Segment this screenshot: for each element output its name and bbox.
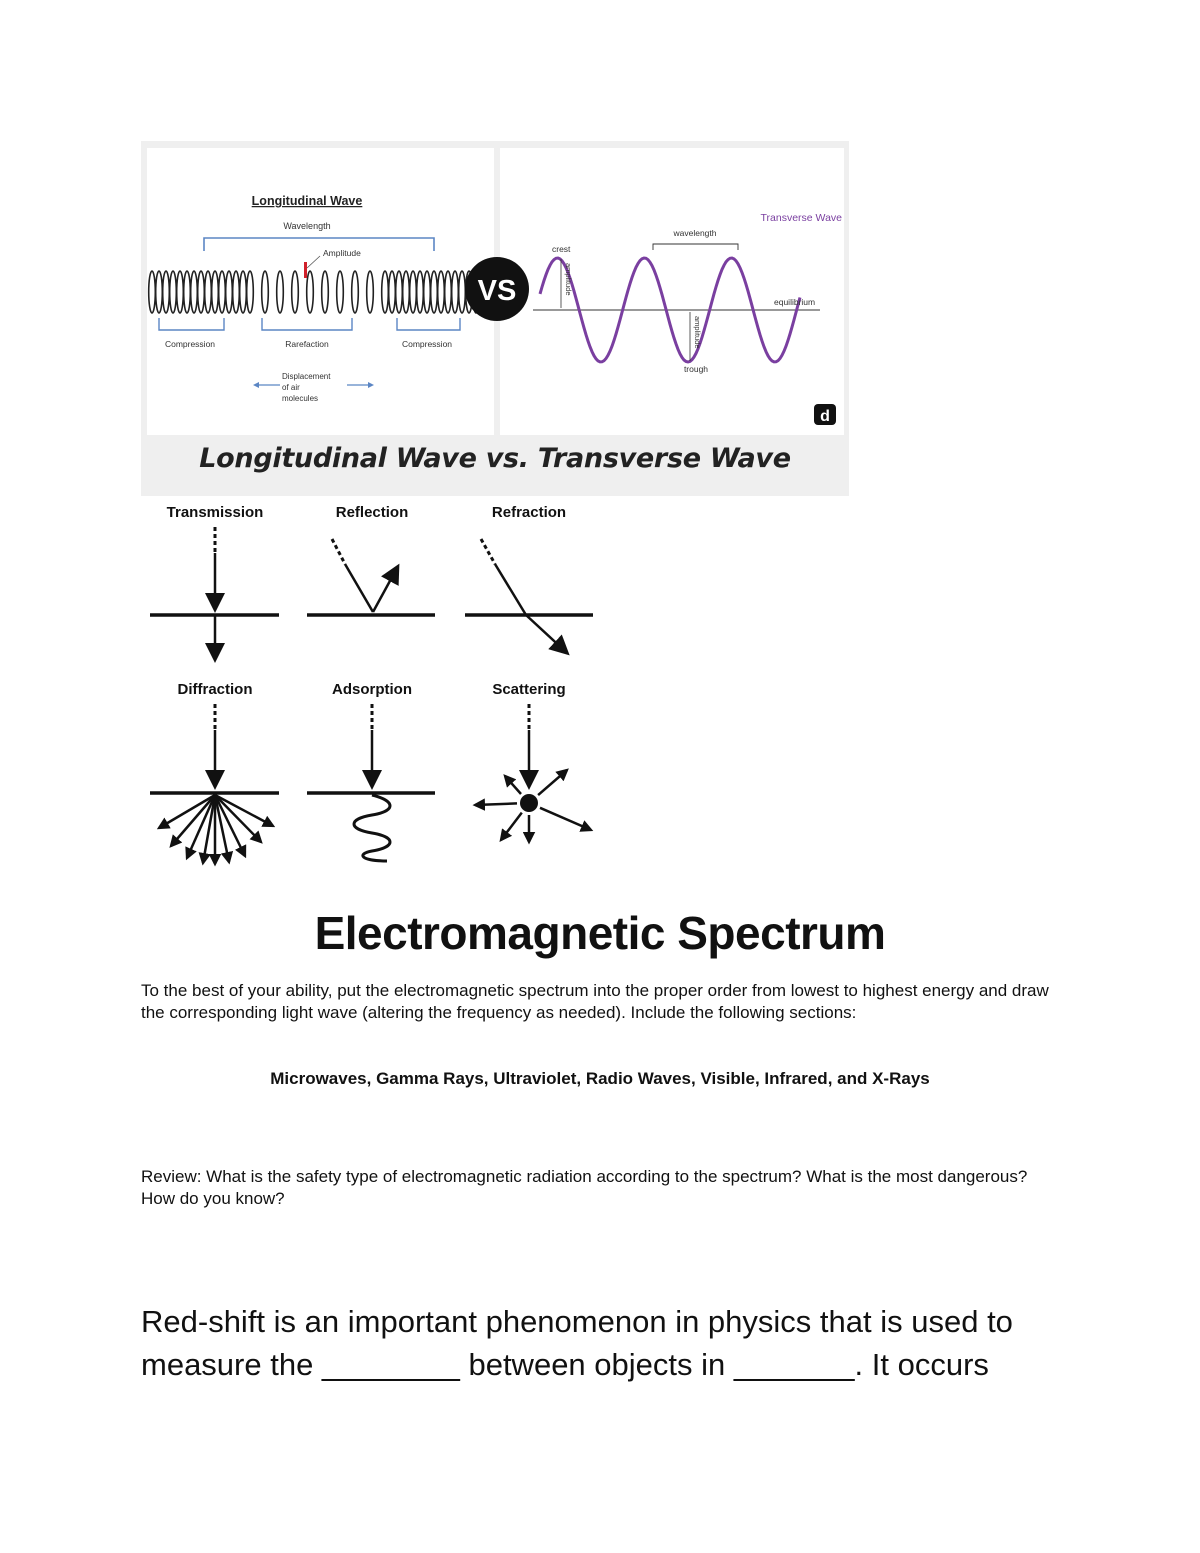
diffraction-ray	[215, 795, 261, 842]
spring-coil	[445, 271, 452, 313]
transverse-wave-panel	[500, 148, 844, 435]
amplitude-up-label: amplitude	[564, 263, 573, 296]
spring-coil	[156, 271, 163, 313]
displacement-label-line3: molecules	[282, 394, 319, 403]
compression-label-right: Compression	[401, 339, 453, 349]
spring-coil	[337, 271, 344, 313]
em-instructions: To the best of your ability, put the electromagnetic spectrum into the proper order from lowest to highest energy and draw the corresponding light wave (altering the frequency as needed). Include the following sections:	[141, 981, 1049, 1022]
rarefaction-bracket	[262, 318, 352, 330]
longitudinal-wave-panel	[147, 148, 494, 435]
vs-badge	[463, 255, 531, 323]
scattering-ray	[540, 808, 591, 830]
em-spectrum-title: Electromagnetic Spectrum	[314, 907, 886, 959]
adsorption-squiggle	[354, 795, 390, 861]
diffraction-ray	[215, 795, 229, 862]
wave-interactions-diagram	[141, 498, 611, 870]
spring-coil	[403, 271, 410, 313]
review-question: Review: What is the safety type of electromagnetic radiation according to the spectrum? What is the most dangerous? How do you know?	[141, 1167, 1028, 1208]
spring-coil	[417, 271, 424, 313]
compression-label-left: Compression	[164, 339, 216, 349]
displacement-arrowhead-left	[253, 382, 259, 388]
trough-label: trough	[683, 364, 709, 374]
scattering-ray	[505, 776, 521, 794]
compression-bracket-right	[397, 318, 460, 330]
transverse-wavelength-bracket	[653, 244, 738, 250]
wave-comparison-figure	[141, 141, 849, 496]
refraction-label: Refraction	[491, 504, 567, 521]
spring-coil	[163, 271, 170, 313]
em-sections-list: Microwaves, Gamma Rays, Ultraviolet, Radio Waves, Visible, Infrared, and X-Rays	[270, 1069, 930, 1088]
longitudinal-amplitude-label: Amplitude	[323, 248, 361, 258]
scattering-particle	[520, 794, 538, 812]
transverse-title: Transverse Wave	[760, 212, 842, 224]
diffraction-label: Diffraction	[177, 681, 253, 698]
wave-figure-caption: Longitudinal Wave vs. Transverse Wave	[199, 443, 791, 474]
equilibrium-label: equilibrium	[774, 297, 816, 307]
spring-coil	[382, 271, 389, 313]
scattering-ray	[501, 813, 522, 840]
adsorption-label: Adsorption	[332, 681, 412, 698]
scattering-label: Scattering	[492, 681, 566, 698]
spring-coil	[396, 271, 403, 313]
spring-coil	[198, 271, 205, 313]
longitudinal-wavelength-label: Wavelength	[283, 221, 331, 231]
spring-coil	[277, 271, 284, 313]
compression-bracket-left	[159, 318, 224, 330]
spring-coil	[431, 271, 438, 313]
spring-coil	[389, 271, 396, 313]
reflection-incident-line	[345, 564, 373, 612]
scattering-ray	[538, 770, 567, 795]
transverse-wavelength-label: wavelength	[673, 228, 717, 238]
spring-coil	[322, 271, 329, 313]
spring-coil	[212, 271, 219, 313]
spring-coil	[352, 271, 359, 313]
scattering-ray	[475, 803, 517, 805]
rarefaction-label: Rarefaction	[285, 339, 329, 349]
amplitude-marker	[304, 262, 307, 278]
displacement-label-line1: Displacement	[282, 372, 331, 381]
spring-coil	[452, 271, 459, 313]
spring-coil	[191, 271, 198, 313]
spring-coil	[226, 271, 233, 313]
spring-coil	[367, 271, 374, 313]
crest-label: crest	[552, 244, 571, 254]
spring-coil	[149, 271, 156, 313]
reflection-incident-dashed	[332, 539, 345, 564]
spring-coil	[170, 271, 177, 313]
transmission-label: Transmission	[166, 504, 264, 521]
longitudinal-wave-diagram	[147, 148, 494, 435]
spring-coil	[177, 271, 184, 313]
wave-interactions-figure	[141, 498, 611, 870]
logo-letter: d	[820, 408, 830, 425]
spring-coil	[219, 271, 226, 313]
reflection-reflected-arrow	[373, 568, 397, 612]
wavelength-bracket	[204, 238, 434, 251]
transverse-wave-diagram	[500, 148, 844, 435]
longitudinal-spring	[149, 271, 487, 313]
spring-coil	[438, 271, 445, 313]
amplitude-pointer	[307, 256, 320, 268]
vs-label: VS	[477, 275, 517, 307]
diffraction-rays	[159, 795, 273, 864]
spring-coil	[205, 271, 212, 313]
spring-coil	[240, 271, 247, 313]
spring-coil	[233, 271, 240, 313]
refraction-refracted-arrow	[526, 615, 566, 652]
spring-coil	[424, 271, 431, 313]
longitudinal-title: Longitudinal Wave	[251, 194, 363, 208]
refraction-incident-line	[495, 564, 526, 615]
spring-coil	[307, 271, 314, 313]
spring-coil	[292, 271, 299, 313]
reflection-label: Reflection	[335, 504, 409, 521]
spring-coil	[262, 271, 269, 313]
displacement-label-line2: of air	[282, 383, 300, 392]
spring-coil	[410, 271, 417, 313]
refraction-incident-dashed	[481, 539, 495, 564]
amplitude-down-label: amplitude	[693, 316, 702, 349]
displacement-arrowhead-right	[368, 382, 374, 388]
spring-coil	[184, 271, 191, 313]
redshift-paragraph: Red-shift is an important phenomenon in physics that is used to measure the ________ between objects in _______. It occurs	[141, 1304, 1013, 1382]
spring-coil	[247, 271, 254, 313]
